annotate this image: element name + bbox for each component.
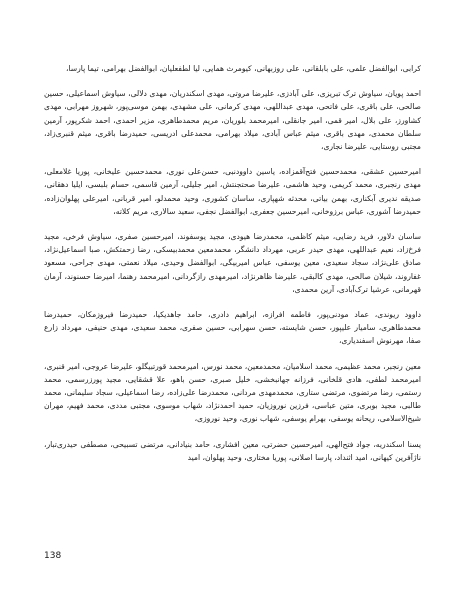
paragraph-3: امیرحسین عشقی، محمدحسین فتح‌آقمزاده، یاسین داوودنبی، حسن‌علی نوری، محمدحسین علیخانی، پوریا غلامعلی، مهدی رنجبری، محمد کریمی، وحید هاشمی، علیرضا صحتجنتش، امیر جلیلی، آرمین قاسمی، حسام بلبسی، ایلیا دهقانی، صدیقه ندیری آبکناری، بهمن بیاتی، محدثه شهپاری، ساسان کشوری، وحید محمدلو، امیر قربانی، امیرعلی پهلوان‌زاده، حمیدرضا آشوری، عباس برزوخانی، امیرحسین جعفری، ابوالفضل نجفی، سعید سالاری، مریم کلاته، xyxy=(44,167,421,216)
paragraph-6: معین رنجبر، محمد عظیمی، محمد اسلامیان، محمدمعین، محمد نورس، امیرمحمد قورتبیگلو، علیرضا عروجی، امیر قنبری، امیرمحمد لطفی، هادی قلخانی، فرزانه جهانبخشی، خلیل صبری، حسن باهو، علا قشقایی، مجید پورزرسمی، محمد رستمی، رضا مرتضوی، مرتضی ستاری، محمدمهدی مردانی، محمدرضا علی‌زاده، رضا اسماعیلی، سجاد سلیمانی، محمد طالبی، مجید بوبری، متین عباسی، فرزین نوروزیان، حمید احمدنژاد، شهاب موسوی، مجتبی مددی، محمد فهیم، مهران شیخ‌الاسلامی، ریحانه یوسفی، بهرام یوسفی، شهاب نوری، وحید نوروزی، xyxy=(44,361,421,424)
paragraph-1: کرابی، ابوالفضل علمی، علی بابلقانی، علی روزبهانی، کیومرث همایی، لیا لطفعلیان، ابوالفضل بهرامی، تیما پارسا، xyxy=(65,64,421,73)
paragraph-4: ساسان دلاور، فرید رضایی، میثم کاظمی، محمدرضا هیودی، مجید یوسفوند، امیرحسین صفری، سیاوش فرخی، مجید فرخ‌زاد، نعیم عبداللهی، مهدی حیدر عربی، مهرداد دانشگر، محمدمعین محمدبیسکی، رضا زحمتکش، صبا اسماعیل‌نژاد، صادق علی‌نژاد، سجاد سعیدی، معین یوسفی، عباس امیربیگی، ابوالفضل وحیدی، میلاد نعمتی، مهدی جراحی، مسعود غفاروند، شیلان صالحی، مهدی کالبقی، علیرضا ظاهرنژاد، امیرمهدی رازگردانی، امیرمحمد رهنما، امیرضا حسنوند، آرمان قهرمانی، عرشیا ترک‌آبادی، آرین محمدی، xyxy=(44,232,421,294)
paragraph-5: داوود ریوندی، عماد مودنی‌پور، فاطمه افرازه، ابراهیم دادری، حامد جاهدیکیا، حمیدرضا فیروزمکان، حمیدرضا محمدطاهری، سامیار علیپور، حسن شایسته، حسن سهرابی، حسین صفری، محمد سعیدی، مهدی حنیفی، مهرداد زارع صفا، مهرنوش اسفندیاری، xyxy=(44,310,421,346)
paragraph-7: یسنا اسکندریه، جواد فتح‌الهی، امیرحسین حضرتی، معین افشاری، حامد بنیادانی، مرتضی تسبیحی، مصطفی حیدری‌تبار، ناژآفرین کیهانی، امید اثنداد، پارسا اصلانی، پوریا مختاری، وحید پهلوان، امید xyxy=(44,439,421,462)
paragraph-2: احمد پویان، سیاوش ترک تبریزی، علی آبادزی، علیرضا مروتی، مهدی اسکندریان، مهدی دلالی، سیاوش اسماعیلی، حسین صالحی، علی باقری، علی فاتحی، مهدی عبداللهی، مهدی کرمانی، علی مشهدی، بهمن موسی‌پور، شهروز مهرابی، مهدی کشاورز، علی بلال، امیر قمی، امیر جانقلی، امیرمحمد بلوریان، مریم محمدطاهری، مزیر احمدی، احمد شکرپور، آرمین سلطان محمدی، مهدی باقری، میثم عباس آبادی، میلاد بهرامی، محمدعلی ادریسی، حمیدرضا باقری، میثم قنبری‌زاد، مجتبی روستایی، علیرضا نجاری، xyxy=(44,89,421,152)
page-body xyxy=(44,62,421,476)
page-number: 138 xyxy=(44,551,62,561)
